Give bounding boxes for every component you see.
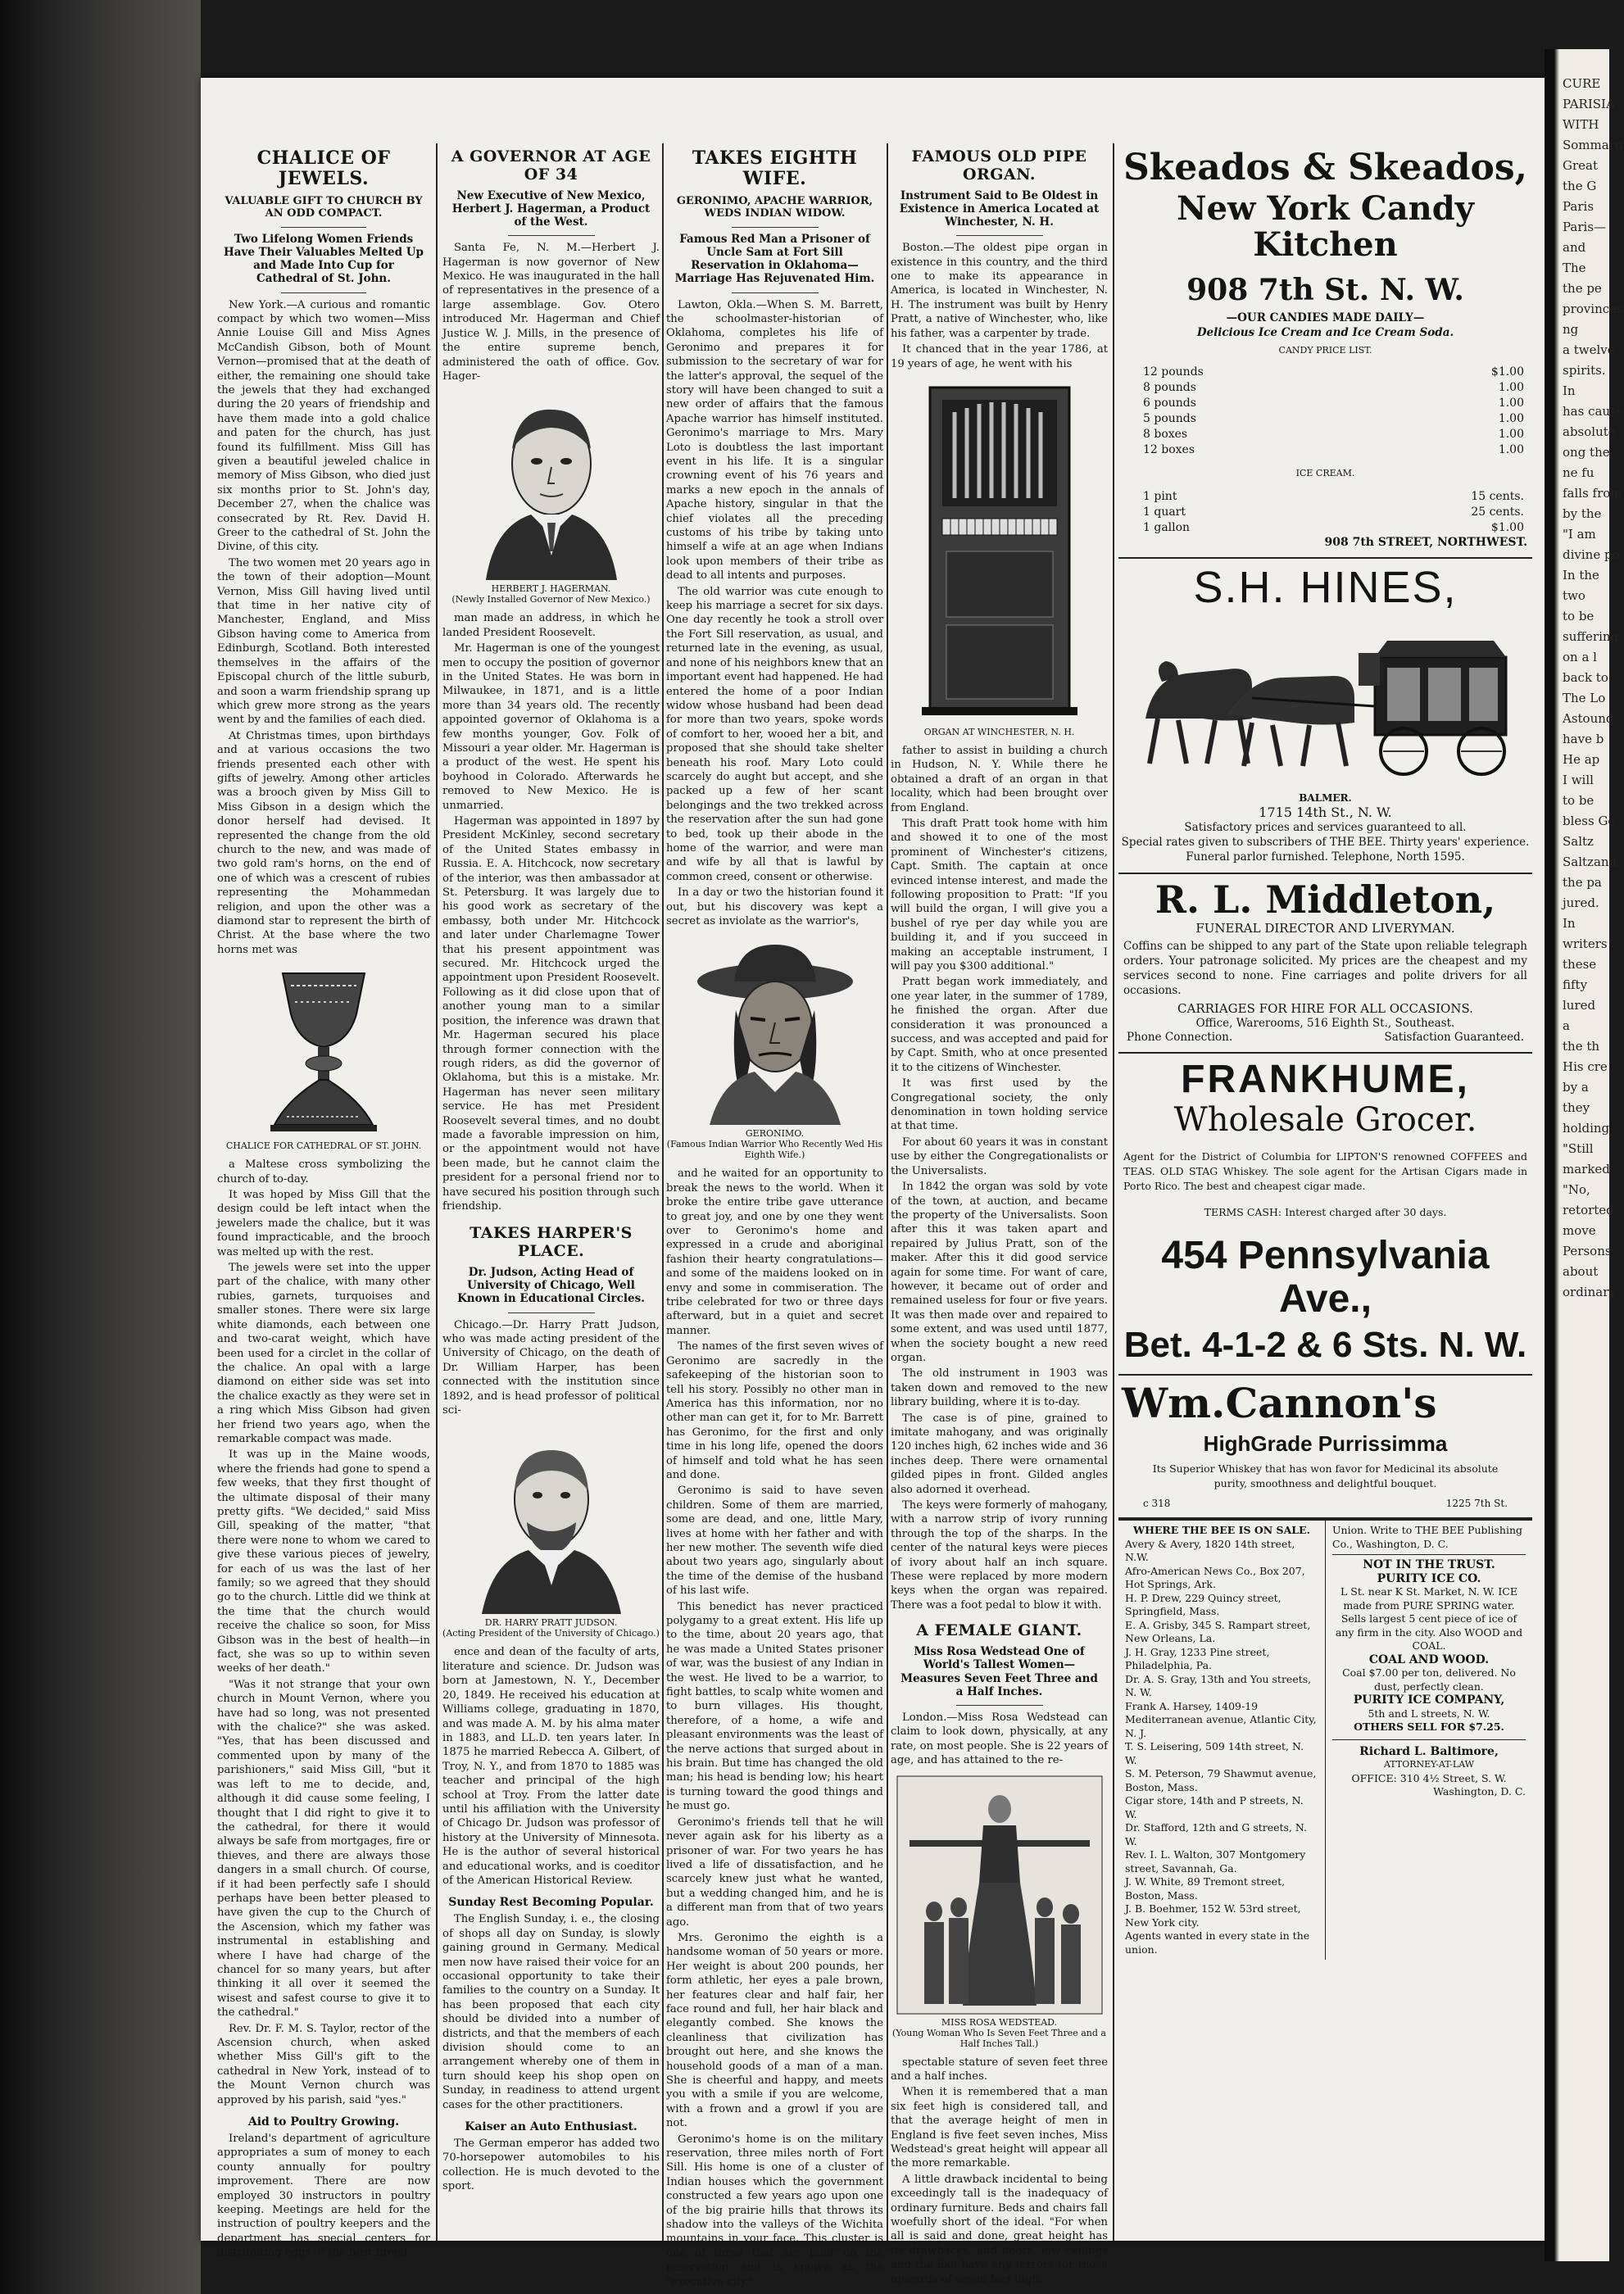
paragraph: Lawton, Okla.—When S. M. Barrett, the schoolmaster-historian of Oklahoma, completes his life of Geronimo and prepares it for submission to the secretary of war for the latter's approval, the sequel of the story will have been changed to suit a new order of affairs that the famous Apache warrior has himself instituted. Geronimo's marriage to Mrs. Mary Loto is doubtless the last important event in his life. It is a singular crowning event of his 76 years and marks a new epoch in the annals of Apache history, singular in that the chief violates all the preceding customs of his tribe by taking unto himself a wife at an age when Indians look upon members of their tribe as dead to all intents and purposes. [666, 298, 883, 583]
price-row: 5 pounds 1.00 [1143, 411, 1524, 425]
bottom-ads [1118, 1519, 1532, 1960]
adjacent-page-fragment: His cre [1563, 1059, 1608, 1074]
chalice-illustration [217, 965, 430, 1151]
headline: TAKES HARPER'S PLACE. [470, 1224, 633, 1261]
column-rule [662, 143, 664, 2241]
ad-title: S.H. HINES, [1193, 562, 1458, 612]
paragraph: This benedict has never practiced polygamy to a great extent. His life up to the time, about 20 years ago, that he was made a United States prisoner of war, was the busiest of any Indian in the west. He lived to be a warrior, to fight battles, to scalp white women and to burn villages. His thought, therefore, of a home, a wife and pleasant environments was the least of the nerve actions that surged about in his brain. But time has changed the old man; his head is bending low; his heart is turning toward the good things and he must go. [666, 1600, 883, 1813]
adjacent-page-fragment: a twelve [1563, 342, 1615, 357]
subheadline: Sunday Rest Becoming Popular. [448, 1896, 654, 1910]
list-item: T. S. Leisering, 509 14th street, N. W. [1125, 1740, 1304, 1766]
list-item: E. A. Grisby, 345 S. Rampart street, New Orleans, La. [1125, 1618, 1311, 1645]
adjacent-page-fragment: CURE [1563, 76, 1601, 91]
ad-address: 908 7th St. N. W. [1186, 273, 1464, 308]
adjacent-page-fragment: falls from [1563, 486, 1622, 501]
hearse-illustration [1118, 620, 1532, 784]
ad-body: Coal $7.00 per ton, delivered. No dust, perfectly clean. [1342, 1666, 1516, 1693]
ad-title: R. L. Middleton, [1154, 877, 1496, 923]
ad-title: New York Candy Kitchen [1177, 189, 1474, 265]
paragraph: spectable stature of seven feet three and a half inches. [891, 2056, 1108, 2083]
adjacent-page-fragment: they [1563, 1100, 1590, 1115]
adjacent-page-fragment: absolute [1563, 424, 1616, 439]
portrait-geronimo [666, 936, 883, 1160]
figure-caption-sub: (Young Woman Who Is Seven Feet Three and a Half Inches Tall.) [892, 2027, 1106, 2049]
ad-body: Its Superior Whiskey that has won favor for Medicinal its absolute purity, smoothness and delightful bouquet. [1152, 1462, 1499, 1490]
list-item: Frank A. Harsey, 1409-19 Mediterranean avenue, Atlantic City, N. J. [1125, 1699, 1317, 1739]
list-item: Cigar store, 14th and P streets, N. W. [1125, 1794, 1304, 1820]
ad-title: Wm.Cannon's [1122, 1378, 1437, 1427]
headline: TAKES EIGHTH WIFE. [692, 147, 858, 190]
adjacent-page-fragment: ne fu [1563, 465, 1595, 480]
lawyer-city: Washington, D. C. [1433, 1785, 1526, 1798]
adjacent-page-fragment: has cause [1563, 404, 1624, 419]
paragraph: Ireland's department of agriculture appropriates a sum of money to each county annually for poultry improvement. There are now employed 30 instructors in poultry keeping. Meetings are held for the instruction of poultry keepers and the department has special centers for distributing eggs of the best breed. [217, 2133, 430, 2260]
adjacent-page-fragment: by a [1563, 1080, 1589, 1095]
paragraph: The keys were formerly of mahogany, with a narrow strip of ivory running through the top of the sharps. In the center of the natural keys were pieces of ivory about half an inch square. These were replaced by more modern keys when the organ was repaired. There was a foot pedal to blow it with. [891, 1499, 1108, 1612]
paragraph: The jewels were set into the upper part of the chalice, with many other rubies, garnets, turquoises and smaller stones. There were six large white diamonds, each between one and two-carat weight, which have been used for a circlet in the collar of the chalice. An opal with a large diamond on either side was set into the chalice exactly as they were set in a ring which Miss Gibson had given her friend two years ago, when the remarkable compact was made. [217, 1262, 430, 1445]
adjacent-page-fragment: PARISIA [1563, 97, 1615, 111]
figure-caption: GERONIMO. [745, 1128, 805, 1140]
company-name: PURITY ICE COMPANY, [1353, 1693, 1505, 1707]
portrait-hagerman [442, 392, 660, 605]
adjacent-page-fragment: retorted [1563, 1203, 1614, 1217]
section-head: NOT IN THE TRUST. [1363, 1558, 1495, 1572]
column-rule [1113, 143, 1114, 2241]
price-row: 6 pounds 1.00 [1143, 396, 1524, 410]
paragraph: In 1842 the organ was sold by vote of the town, at auction, and became the property of the Universalists. Soon after this it was taken apart and repaired by Julius Pratt, son of the maker. After this it did good service again for some time. For want of care, however, it became out of order and remained useless for four or five years. It was then made over and repaired to some extent, and was used until 1877, when the society bought a new reed organ. [891, 1181, 1108, 1364]
separator [732, 227, 819, 228]
ad-frankhume [1118, 1054, 1532, 1376]
lawyer-name: Richard L. Baltimore, [1332, 1739, 1526, 1759]
deck: Famous Red Man a Prisoner of Uncle Sam at Fort Sill Reservation in Oklahoma—Marriage Has Rejuvenated Him. [674, 232, 875, 286]
adjacent-page-fragment: provinces [1563, 301, 1623, 316]
list-item: J. H. Gray, 1233 Pine street, Philadelphia, Pa. [1125, 1645, 1270, 1672]
ad-sub: BALMER. [1299, 792, 1352, 805]
separator [732, 292, 819, 293]
headline: CHALICE OF JEWELS. [256, 147, 391, 190]
list-item: Dr. A. S. Gray, 13th and You streets, N. W. [1125, 1672, 1312, 1699]
ad-code: c 318 [1143, 1498, 1171, 1510]
ad-skeados [1118, 143, 1532, 559]
adjacent-page-fragment: suffering [1563, 629, 1619, 644]
adjacent-page-fragment: and [1563, 240, 1586, 255]
figure-caption: ORGAN AT WINCHESTER, N. H. [923, 726, 1075, 737]
paragraph: The German emperor has added two 70-horsepower automobiles to his collection. He is much devoted to the sport. [442, 2138, 660, 2193]
price-row: 8 pounds 1.00 [1143, 380, 1524, 394]
adjacent-page-fragment: Great [1563, 158, 1599, 173]
deck: GERONIMO, APACHE WARRIOR, WEDS INDIAN WIDOW. [676, 194, 873, 220]
adjacent-page-fragment: In [1563, 916, 1576, 931]
adjacent-page-fragment: jured. [1563, 895, 1599, 910]
adjacent-page-fragment: writers [1563, 936, 1608, 951]
portrait-judson [442, 1426, 660, 1639]
price-row: 8 boxes 1.00 [1143, 427, 1524, 441]
ad-line: Special rates given to subscribers of THE BEE. Thirty years' experience. Funeral parlor furnished. Telephone, North 1595. [1121, 836, 1530, 864]
deck: Miss Rosa Wedstead One of World's Tallest Women—Measures Seven Feet Three and a Half Inches. [900, 1645, 1098, 1698]
ad-title: Skeados & Skeados, [1123, 147, 1527, 188]
paragraph: In a day or two the historian found it out, but his discovery was kept a secret as inviolate as the warrior's, [666, 886, 883, 927]
adjacent-page-fragment: the pe [1563, 281, 1602, 296]
ad-middleton [1118, 874, 1532, 1054]
ad-body: Coffins can be shipped to any part of the State upon reliable telegraph orders. Your patronage solicited. My prices are the cheapest and my services second to none. Fine carriages and polite drivers for all occasions. [1123, 939, 1527, 997]
adjacent-page-fragment: the G [1563, 179, 1597, 193]
separator [956, 235, 1043, 236]
list-item: Dr. Stafford, 12th and G streets, N. W. [1125, 1821, 1308, 1847]
adjacent-page-fragment: The Lo [1563, 691, 1606, 705]
column-rule [887, 143, 888, 2241]
lawyer-title: ATTORNEY-AT-LAW [1383, 1759, 1475, 1770]
paragraph: The names of the first seven wives of Geronimo are sacredly in the safekeeping of the historian soon to tell his story. Possibly no other man in America has this information, nor no other man can get it, for to Mr. Barrett has Geronimo, for the first and only time in his long life, opened the doors of himself and told what he has seen and done. [666, 1340, 883, 1481]
section-head: COAL AND WOOD. [1368, 1652, 1490, 1666]
ad-carriages: CARRIAGES FOR HIRE FOR ALL OCCASIONS. [1177, 1000, 1473, 1016]
paragraph: Geronimo is said to have seven children. Some of them are married, some are dead, and one, little Mary, lives at home with her father and with her new mother. The seventh wife died about two years ago, singularly about the time of the demise of the husband of his last wife. [666, 1485, 883, 1598]
adjacent-page-text [1545, 49, 1624, 1303]
adjacent-page-fragment: "No, [1563, 1182, 1590, 1197]
ad-address: 1225 7th St. [1445, 1498, 1508, 1510]
adjacent-page-fragment: lured [1563, 998, 1596, 1013]
paragraph: and he waited for an opportunity to break the news to the world. When it broke the entire tribe gave utterance to great joy, and one by one they went over to Geronimo's home and expressed in a crude and aboriginal fashion their hearty congratulations—and some of the maidens looked on in envy and some in commiseration. The tribe celebrated for two or three days afterward, but in a quiet and secret manner. [666, 1167, 883, 1337]
adjacent-page-fragment: bless Go [1563, 814, 1616, 828]
separator [508, 235, 595, 236]
figure-caption: DR. HARRY PRATT JUDSON. [484, 1617, 618, 1629]
column-rule [436, 143, 438, 2241]
price-row: 12 boxes 1.00 [1143, 442, 1524, 456]
figure-caption-sub: (Acting President of the University of Chicago.) [442, 1628, 660, 1639]
ad-sub: HighGrade Purrissimma [1203, 1430, 1448, 1456]
adjacent-page-fragment: "Still [1563, 1141, 1594, 1156]
headline: FAMOUS OLD PIPE ORGAN. [911, 147, 1087, 184]
paragraph: The English Sunday, i. e., the closing of shops all day on Sunday, is slowly gaining ground in Germany. Medical men now have raised their voice for an occasional opportunity to take their families to the country on a Sunday. It has been proposed that each city should be divided into a number of districts, and that the members of each division should come to an arrangement whereby one of them in turn should keep his shop open on Sunday, in readiness to attend urgent cases for the other practitioners. [442, 1913, 660, 2111]
union-note: Union. Write to THE BEE Publishing Co., Washington, D. C. [1332, 1524, 1526, 1555]
adjacent-page-fragment: Paris— [1563, 220, 1607, 234]
paragraph: Pratt began work immediately, and one year later, in the summer of 1789, he finished the organ. After due consideration it was pronounced a success, and was accepted and paid for by Capt. Smith, who at once presented it to the citizens of Winchester. [891, 976, 1108, 1074]
ad-sub: Wholesale Grocer. [1173, 1100, 1477, 1139]
paragraph: man made an address, in which he landed President Roosevelt. [442, 612, 660, 639]
price-row: 12 pounds $1.00 [1143, 365, 1524, 379]
adjacent-page-fragment: marked [1563, 1162, 1610, 1176]
adjacent-page-fragment: two [1563, 588, 1585, 603]
article-chalice-of-jewels [217, 143, 430, 2262]
paragraph: Geronimo's home is on the military reservation, three miles north of Fort Sill. His home is one of a cluster of Indian houses which the government constructed a few years ago upon one of the big prairie hills that throws its shadow into the valleys of the Wichita mountains in your face. This cluster is one of three that are built on the reservation and is known as the "executive city." [666, 2133, 883, 2288]
adjacent-page-fragment: to be [1563, 609, 1595, 623]
adjacent-page-fragment: divine po [1563, 547, 1620, 562]
separator [956, 1705, 1043, 1706]
ad-address: 1715 14th St., N. W. [1259, 805, 1392, 821]
deck: Instrument Said to Be Oldest in Existence in America Located at Winchester, N. H. [899, 188, 1100, 229]
adjacent-page-fragment: have b [1563, 732, 1604, 746]
article-governor [442, 143, 660, 2196]
separator [281, 227, 366, 228]
adjacent-page-fragment: these [1563, 957, 1597, 972]
advertisements-column [1118, 143, 1532, 1960]
paragraph: "Was it not strange that your own church in Mount Vernon, where you have had so long, was not presented with the chalice?" she was asked. "Yes, that has been discussed and commented upon by many of the parishioners," said Miss Gill, "but it was left to me to decide, and, although it did cause some feeling, I thought that I did right to give it to the cathedral, for there it would always be safe from mortgages, fire or thieves, and there are always those dangers in a small church. Of course, if it had been perfectly safe I should perhaps have been better pleased to have given the cup to the Church of the Ascension, which my father was instrumental in establishing and where I have had charge of the chancel for so many years, but after thinking it all over it seemed the wisest and safest course to give it to the cathedral." [217, 1678, 430, 2020]
list-item: Afro-American News Co., Box 207, Hot Springs, Ark. [1125, 1564, 1305, 1591]
paragraph: The case is of pine, grained to imitate mahogany, and was originally 120 inches high, 62 inches wide and 36 inches deep. There were ornamental gilded pipes in front. Gilded angles also adorned it overhead. [891, 1412, 1108, 1496]
deck: Two Lifelong Women Friends Have Their Valuables Melted Up and Made Into Cup for Cathedral of St. John. [224, 232, 424, 286]
adjacent-page-fragment: Sommaru [1563, 138, 1623, 152]
adjacent-page-fragment: In [1563, 383, 1576, 398]
ad-hines [1118, 559, 1532, 874]
paragraph: London.—Miss Rosa Wedstead can claim to look down, physically, at any rate, on most people. She is 22 years of age, and has attained to the re- [891, 1711, 1108, 1767]
paragraph: a Maltese cross symbolizing the church of to-day. [217, 1158, 430, 1186]
lawyer-office: OFFICE: 310 4½ Street, S. W. [1351, 1771, 1507, 1784]
adjacent-page-fragment: move [1563, 1223, 1596, 1238]
paragraph: Mr. Hagerman is one of the youngest men to occupy the position of governor in the United States. He was born in Milwaukee, in 1871, and is a little more than 34 years old. The recently appointed governor of Oklahoma is a few months younger, Gov. Folk of Missouri a year older. Mr. Hagerman is a product of the west. He spent his boyhood in Colorado. Afterwards he removed to New Mexico. He is unmarried. [442, 642, 660, 812]
price-row: 1 gallon $1.00 [1143, 520, 1524, 534]
list-item: Rev. I. L. Walton, 307 Montgomery street, Savannah, Ga. [1125, 1848, 1306, 1875]
adjacent-page-fragment: "I am [1563, 527, 1596, 542]
paragraph: The two women met 20 years ago in the town of their adoption—Mount Vernon, Miss Gill having lived until that time in her native city of Manchester, England, and Miss Gibson having come to America from Edinburgh, Scotland. Both interested themselves in the affairs of the Episcopal church of the little suburb, and soon a warm friendship sprang up which grew more strong as the years went by and the families of each died. [217, 556, 430, 727]
subheadline: Aid to Poultry Growing. [247, 2115, 400, 2129]
adjacent-page-fragment: about [1563, 1264, 1599, 1279]
adjacent-page-fragment: Persons [1563, 1244, 1612, 1258]
section-head: PURITY ICE CO. [1377, 1571, 1481, 1585]
deck: Dr. Judson, Acting Head of University of Chicago, Well Known in Educational Circles. [457, 1266, 645, 1306]
figure-caption-sub: (Famous Indian Warrior Who Recently Wed His Eighth Wife.) [666, 1139, 883, 1161]
paragraph: When it is remembered that a man six feet high is considered tall, and that the average height of men in England is five feet seven inches, Miss Wedstead's great height will appear all the more remarkable. [891, 2086, 1108, 2170]
adjacent-page-fragment: ordinary [1563, 1285, 1616, 1299]
paragraph: It chanced that in the year 1786, at 19 years of age, he went with his [891, 343, 1108, 370]
adjacent-page-fragment: Paris [1563, 199, 1595, 214]
ad-subtag: Delicious Ice Cream and Ice Cream Soda. [1196, 325, 1454, 339]
ad-line: Satisfactory prices and services guaranteed to all. [1184, 821, 1467, 835]
adjacent-page-fragment: He ap [1563, 752, 1600, 767]
figure-caption: MISS ROSA WEDSTEAD. [941, 2016, 1058, 2028]
ad-body: L St. near K St. Market, N. W. ICE made from PURE SPRING water. Sells largest 5 cent piece of ice of any firm in the city. Also WOOD and COAL. [1335, 1585, 1523, 1652]
figure-caption: CHALICE FOR CATHEDRAL OF ST. JOHN. [225, 1140, 422, 1152]
deck: VALUABLE GIFT TO CHURCH BY AN ODD COMPACT. [225, 194, 423, 220]
adjacent-page-fragment: the pa [1563, 875, 1602, 890]
adjacent-page-fragment: Astound [1563, 711, 1614, 726]
paragraph: The old instrument in 1903 was taken down and removed to the new library building, where it is to-day. [891, 1367, 1108, 1409]
paragraph: It was first used by the Congregational society, the only denomination in town holding service at that time. [891, 1077, 1108, 1133]
paragraph: At Christmas times, upon birthdays and at various occasions the two friends presented each other with gifts of jewelry. Among other articles was a brooch given by Miss Gill to Miss Gibson in a design which the donor herself had devised. It represented the change from the old church to the new, and was made of two gold ram's horns, on the end of one of which was a crescent of rubies representing the Mohammedan religion, and upon the other was a diamond star to represent the birth of Christ. At the base where the two horns met was [217, 729, 430, 956]
section-head: WHERE THE BEE IS ON SALE. [1133, 1524, 1310, 1537]
figure-caption: HERBERT J. HAGERMAN. [491, 583, 611, 595]
others-note: OTHERS SELL FOR $7.25. [1354, 1720, 1504, 1734]
adjacent-page-fragment: to be [1563, 793, 1595, 808]
headline: A GOVERNOR AT AGE OF 34 [451, 147, 651, 184]
adjacent-page-fragment: the th [1563, 1039, 1600, 1054]
adjacent-page-fragment: on a l [1563, 650, 1597, 664]
ad-address: 454 Pennsylvania Ave., [1161, 1233, 1490, 1321]
ad-phone: Phone Connection. [1127, 1030, 1233, 1044]
adjacent-page-fragment: ong the [1563, 445, 1610, 460]
paragraph: ence and dean of the faculty of arts, literature and science. Dr. Judson was born at Jamestown, N. Y., December 20, 1849. He received his education at Williams college, graduating in 1870, and was made A. M. by his alma mater in 1883, and LL.D. ten years later. In 1875 he married Rebecca A. Gilbert, of Troy, N. Y., and from 1870 to 1885 was teacher and principal of the high school at Troy. From the latter date until his affiliation with the University of Chicago Dr. Judson was professor of history at the University of Minnesota. He is the author of several historical and educational works, and is coeditor of the American Historical Review. [442, 1646, 660, 1887]
paragraph: New York.—A curious and romantic compact by which two women—Miss Annie Louise Gill and Miss Agnes McCandish Gibson, both of Mount Vernon—promised that at the death of either, the remaining one should take the jewels that they had exchanged during the 20 years of friendship and have them made into a gold chalice and paten for the church, has just found its fulfillment. Miss Gill has given a beautiful jeweled chalice in memory of Miss Gibson, who died just six months prior to St. John's day, December 27, when the chalice was consecrated by Rt. Rev. David H. Greer to the cathedral of St. John the Divine, of this city. [217, 298, 430, 554]
adjacent-page-fragment: In the [1563, 568, 1599, 583]
paragraph: For about 60 years it was in constant use by either the Congregationalists or the Universalists. [891, 1136, 1108, 1177]
adjacent-page-fragment: back to [1563, 670, 1608, 685]
ad-sub: FUNERAL DIRECTOR AND LIVERYMAN. [1195, 920, 1455, 936]
adjacent-page-fragment: by the [1563, 506, 1602, 521]
ad-guarantee: Satisfaction Guaranteed. [1384, 1030, 1524, 1044]
paragraph: Santa Fe, N. M.—Herbert J. Hagerman is now governor of New Mexico. He was inaugurated in the hall of representatives in the presence of a large assemblage. Gov. Otero introduced Mr. Hagerman and Chief Justice W. J. Mills, in the presence of the entire supreme bench, administered the oath of office. Gov. Hager- [442, 242, 660, 383]
company-address: 5th and L streets, N. W. [1368, 1707, 1490, 1720]
list-item: J. W. White, 89 Tremont street, Boston, Mass. [1125, 1875, 1286, 1902]
list-item: S. M. Peterson, 79 Shawmut avenue, Boston, Mass. [1125, 1767, 1317, 1793]
paragraph: It was up in the Maine woods, where the friends had gone to spend a few weeks, that they first thought of the ultimate disposal of their many pretty gifts. "We decided," said Miss Gill, speaking of the matter, "that there were none to whom we cared to give these various pieces of jewelry, for each of us was the last of her family; so we agreed that they should go to the church. Little did we think at the time that the church would receive the chalice so soon, for Miss Gibson was in the best of health—in fact, she was so up to within seven weeks of her death." [217, 1448, 430, 1675]
adjacent-page-fragment: Saltzand [1563, 855, 1617, 869]
article-geronimo [666, 143, 883, 2291]
article-pipe-organ [891, 143, 1108, 2288]
list-item: J. B. Boehmer, 152 W. 53rd street, New York city. [1125, 1902, 1301, 1929]
ad-title: FRANKHUME, [1181, 1057, 1470, 1101]
paragraph: Geronimo's friends tell that he will never again ask for his liberty as a prisoner of war. For two years he has lived a life of dissatisfaction, and he scarcely knew just what he wanted, but a wedding changed him, and he is a different man from that of two years ago. [666, 1816, 883, 1929]
ad-footer: 908 7th STREET, NORTHWEST. [1324, 535, 1527, 549]
purity-ice-ad [1325, 1521, 1532, 1960]
separator [508, 1312, 595, 1313]
list-item: Agents wanted in every state in the union. [1125, 1929, 1310, 1956]
paragraph: Chicago.—Dr. Harry Pratt Judson, who was made acting president of the University of Chicago, on the death of Dr. William Harper, has been connected with the institution since 1892, and is head professor of political sci- [442, 1318, 660, 1417]
paragraph: It was hoped by Miss Gill that the design could be left intact when the jewelers made the chalice, but it was found impracticable, and the brooch was melted up with the rest. [217, 1189, 430, 1258]
organ-illustration [891, 379, 1108, 737]
ad-tagline: —OUR CANDIES MADE DAILY— [1226, 311, 1425, 324]
ad-office: Office, Warerooms, 516 Eighth St., Southeast. [1195, 1016, 1455, 1030]
paragraph: This draft Pratt took home with him and showed it to one of the most prominent of Winchester's citizens, Capt. Smith. The captain at once evinced intense interest, and made the following proposition to Pratt: "If you will build the organ, I will give you a bushel of rye per day while you are building it, and if you succeed in making an acceptable instrument, I will pay you $300 additional." [891, 817, 1108, 972]
adjacent-page-fragment: holding [1563, 1121, 1610, 1136]
adjacent-page-fragment: WITH [1563, 117, 1599, 132]
adjacent-page-fragment: I will [1563, 773, 1594, 787]
list-item: H. P. Drew, 229 Quincy street, Springfield, Mass. [1125, 1591, 1282, 1618]
adjacent-page-fragment: The [1563, 261, 1586, 275]
figure-caption-sub: (Newly Installed Governor of New Mexico.) [451, 594, 651, 605]
paragraph: father to assist in building a church in Hudson, N. Y. While there he obtained a draft of an organ in that locality, which had been brought over from England. [891, 744, 1108, 814]
adjacent-page-fragment: Saltz [1563, 834, 1594, 849]
subheadline: Kaiser an Auto Enthusiast. [465, 2120, 637, 2134]
deck: New Executive of New Mexico, Herbert J. Hagerman, a Product of the West. [451, 188, 651, 229]
adjacent-page-fragment: ng [1563, 322, 1579, 337]
paragraph: Rev. Dr. F. M. S. Taylor, rector of the Ascension church, when asked whether Miss Gill's gift to the cathedral in New York, instead of to the Mount Vernon church was approved by his parish, said "yes." [217, 2022, 430, 2106]
list-item: Avery & Avery, 1820 14th street, N.W. [1125, 1537, 1295, 1564]
paragraph: Mrs. Geronimo the eighth is a handsome woman of 50 years or more. Her weight is about 200 pounds, her form athletic, her eyes a pale brown, her features clear and half fair, her face round and full, her hair black and elegantly combed. She knows the cleanliness that civilization has brought out here, and she knows the household goods of a man of a man. She is cheerful and happy, and meets you with a smile if you are welcome, with a frown and a growl if you are not. [666, 1931, 883, 2130]
adjacent-page-fragment: fifty [1563, 977, 1588, 992]
photo-rosa-wedstead [891, 1776, 1108, 2049]
paragraph: A little drawback incidental to being exceedingly tall is the inadequacy of ordinary furniture. Beds and chairs fall woefully short of the ideal. "For when all is said and done, great height has its drawbacks, and doors, low ceilings and the like have any terrors for those upwards of seven feet high. [891, 2173, 1108, 2286]
scan-left-margin [0, 0, 201, 2294]
ad-between: Bet. 4-1-2 & 6 Sts. N. W. [1123, 1325, 1527, 1366]
paragraph: Boston.—The oldest pipe organ in existence in this country, and the third one to make its appearance in America, is located in Winchester, N. H. The instrument was built by Henry Pratt, a native of Winchester, who, like his father, was a carpenter by trade. [891, 242, 1108, 340]
price-row: 1 quart 25 cents. [1143, 505, 1524, 519]
ad-cannon [1118, 1376, 1532, 1520]
price-row: 1 pint 15 cents. [1143, 489, 1524, 503]
ad-terms: TERMS CASH: Interest charged after 30 days. [1204, 1205, 1447, 1218]
paragraph: The old warrior was cute enough to keep his marriage a secret for six days. One day recently he took a stroll over the Fort Sill reservation, as usual, and returned late in the evening, as usual, and none of his neighbors knew that an important event had happened. He had entered the home of a poor Indian widow whose husband had been dead for more than two years, spoke words of comfort to her, wooed her a bit, and proposed that she should take shelter beneath his roof. Mary Loto could scarcely do aught but accept, and she packed up a few of her scant belongings and the two trekked across the reservation after the sun had gone to bed, took up their abode in the home of the warrior, and were man and wife by all that is lawful by common creed, consent or otherwise. [666, 585, 883, 883]
newspaper-page [201, 78, 1545, 2288]
paragraph: Hagerman was appointed in 1897 by President McKinley, second secretary of the United States embassy in Russia. E. A. Hitchcock, now secretary of the interior, was then ambassador at St. Petersburg. It was largely due to his good work as secretary of the embassy, both under Mr. Hitchcock and later under Charlemagne Tower that his present appointment was secured. Mr. Hitchcock urged the appointment upon President Roosevelt. Following as it did close upon that of another young man to a similar position, the inference was drawn that Mr. Hagerman secured his place through former connection with the rough riders, as did the governor of Oklahoma, but this is a mistake. Mr. Hagerman has never seen military service. He has met President Roosevelt several times, and no doubt made a favorable impression on him, or the appointment would not have been made, but he cannot claim the president for a personal friend nor to have secured his position through such friendship. [442, 815, 660, 1213]
adjacent-page-fragment: spirits. [1563, 363, 1606, 378]
ad-ice-head: ICE CREAM. [1295, 467, 1355, 478]
adjacent-page-fragment: a [1563, 1018, 1570, 1033]
separator [281, 292, 366, 293]
ad-body: Agent for the District of Columbia for LIPTON'S renowned COFFEES and TEAS. OLD STAG Whiskey. The sole agent for the Artisan Cigars made in Porto Rico. The best and cheapest cigar made. [1123, 1149, 1527, 1192]
where-bee-on-sale [1118, 1521, 1325, 1960]
headline: A FEMALE GIANT. [916, 1621, 1082, 1640]
adjacent-page-edge [1545, 49, 1624, 2261]
ad-list-head: CANDY PRICE LIST. [1278, 344, 1372, 356]
